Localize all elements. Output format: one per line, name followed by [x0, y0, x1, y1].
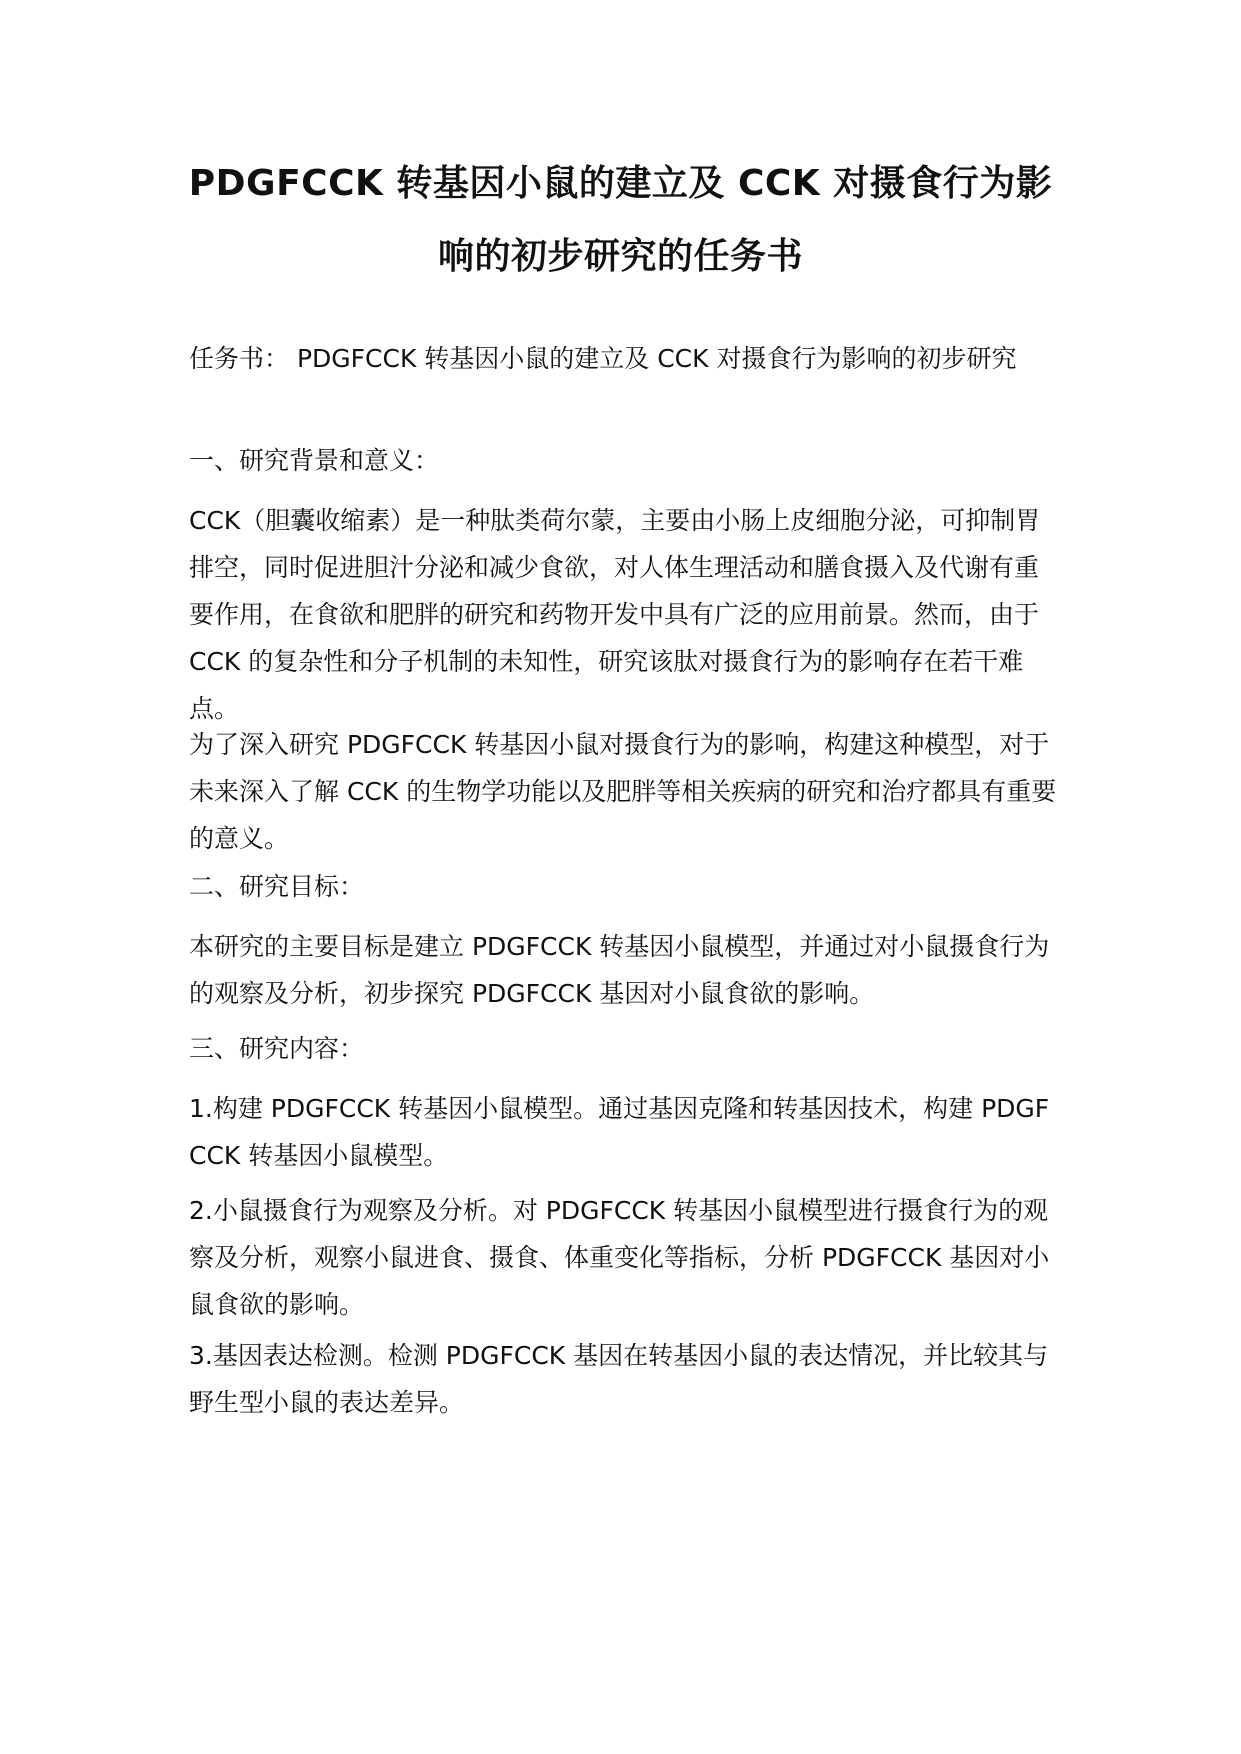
document-title-line-1: PDGFCCK 转基因小鼠的建立及 CCK 对摄食行为影: [188, 163, 1053, 204]
section-1-paragraph-1: CCK（胆囊收缩素）是一种肽类荷尔蒙，主要由小肠上皮细胞分泌，可抑制胃排空，同时促进胆汁分泌和减少食欲，对人体生理活动和膳食摄入及代谢有重要作用，在食欲和肥胖的研究和药物开发中具有广泛的应用前景。然而，由于 CCK 的复杂性和分子机制的未知性，研究该肽对摄食行为的影响存在若干难点。: [189, 506, 1041, 723]
section-3-heading: 三、研究内容：: [189, 1034, 365, 1063]
section-2-heading: 二、研究目标：: [189, 872, 365, 901]
section-3-item-2: 2.小鼠摄食行为观察及分析。对 PDGFCCK 转基因小鼠模型进行摄食行为的观察及分析，观察小鼠进食、摄食、体重变化等指标，分析 PDGFCCK 基因对小鼠食欲的影响。: [189, 1196, 1050, 1319]
document-title-line-2: 响的初步研究的任务书: [437, 236, 803, 277]
section-1-heading: 一、研究背景和意义：: [189, 446, 440, 475]
section-2-paragraph-1: 本研究的主要目标是建立 PDGFCCK 转基因小鼠模型，并通过对小鼠摄食行为的观察及分析，初步探究 PDGFCCK 基因对小鼠食欲的影响。: [189, 932, 1050, 1008]
section-3-item-1: 1.构建 PDGFCCK 转基因小鼠模型。通过基因克隆和转基因技术，构建 PDGFCCK 转基因小鼠模型。: [189, 1094, 1050, 1170]
task-intro: 任务书： PDGFCCK 转基因小鼠的建立及 CCK 对摄食行为影响的初步研究: [189, 344, 1017, 373]
section-1-paragraph-2: 为了深入研究 PDGFCCK 转基因小鼠对摄食行为的影响，构建这种模型，对于未来深入了解 CCK 的生物学功能以及肥胖等相关疾病的研究和治疗都具有重要的意义。: [189, 730, 1057, 853]
section-3-item-3: 3.基因表达检测。检测 PDGFCCK 基因在转基因小鼠的表达情况，并比较其与野生型小鼠的表达差异。: [189, 1341, 1049, 1417]
